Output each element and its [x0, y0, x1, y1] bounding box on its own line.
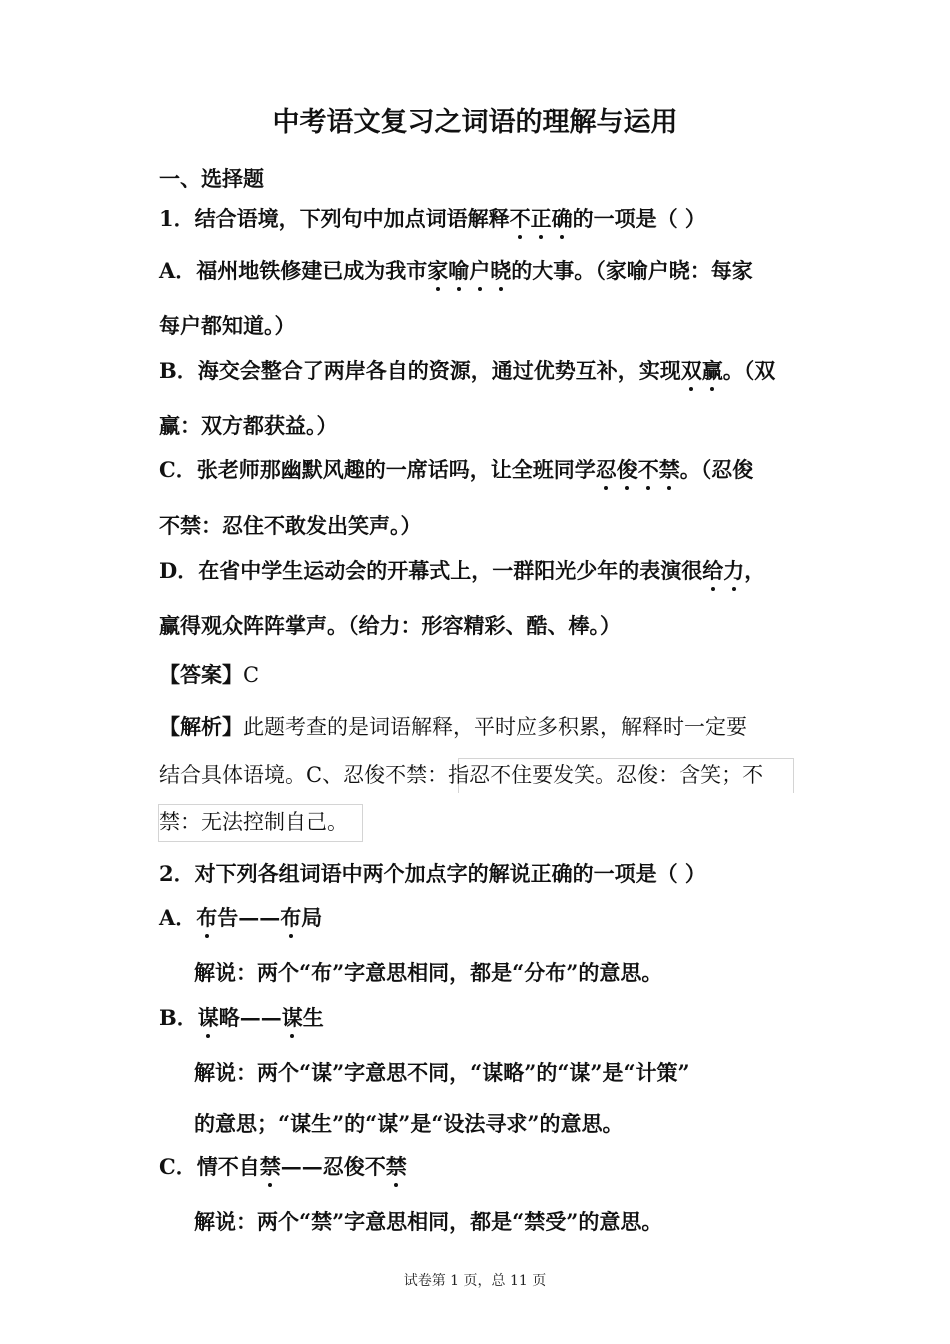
q1-analysis-line2: [159, 760, 763, 790]
page-footer: 试卷第 1 页，总 11 页: [403, 1273, 547, 1289]
q1-analysis-line3: 禁：无法控制自己。: [159, 810, 348, 834]
option-text: 局: [301, 905, 323, 930]
option-text: B．海交会整合了两岸各自的资源，通过优势互补，实现: [159, 358, 681, 383]
emphasis-char: 户: [469, 256, 490, 286]
analysis-boxed-text: 指忍不住要发笑。忍俊：含笑；不: [448, 763, 764, 787]
option-text: 。（双: [722, 358, 776, 383]
option-text: 。（忍俊: [679, 457, 754, 482]
emphasis-char: 谋: [198, 1003, 219, 1033]
q1-option-a: [159, 256, 753, 286]
emphasis-char: 布: [280, 903, 301, 933]
option-text: 情不自: [196, 1154, 260, 1179]
option-text: ——忍俊不: [280, 1154, 386, 1179]
q1-stem-text: 1．结合语境，下列句中加点词语解释: [159, 206, 510, 231]
q1-option-d: [159, 556, 765, 586]
emphasis-char: 晓: [490, 256, 511, 286]
emphasis-char: 禁: [659, 455, 680, 485]
q1-answer: [159, 660, 259, 690]
emphasis-char: 谋: [282, 1003, 303, 1033]
option-label: A．: [159, 905, 197, 930]
q1-option-c: [159, 455, 753, 485]
emphasis-char: 布: [196, 903, 217, 933]
emphasis-char: 禁: [260, 1152, 281, 1182]
emphasis-char: 赢: [702, 356, 723, 386]
emphasis-char: 俊: [617, 455, 638, 485]
q2-stem: 2．对下列各组词语中两个加点字的解说正确的一项是（ ）: [159, 861, 706, 886]
emphasis-char: 忍: [596, 455, 617, 485]
q1-option-a-line2: 每户都知道。）: [159, 313, 296, 338]
q1-option-d-line2: 赢得观众阵阵掌声。（给力：形容精彩、酷、棒。）: [159, 613, 621, 638]
q2-option-b-explanation-line2: 的意思；“谋生”的“谋”是“设法寻求”的意思。: [194, 1111, 624, 1136]
analysis-text: 结合具体语境。C、忍俊不禁：: [159, 763, 449, 787]
option-text: 生: [302, 1005, 324, 1030]
q1-option-b-line2: 赢：双方都获益。）: [159, 413, 338, 438]
option-text: ，: [744, 558, 766, 583]
emphasis-char: 不: [510, 204, 531, 234]
option-label: C．: [159, 1154, 197, 1179]
q1-stem: [159, 204, 706, 234]
q1-analysis-line1: [159, 712, 747, 742]
emphasis-char: 家: [427, 256, 448, 286]
analysis-text: 此题考查的是词语解释，平时应多积累，解释时一定要: [243, 715, 747, 739]
option-text: 略——: [218, 1005, 282, 1030]
emphasis-char: 力: [723, 556, 744, 586]
q2-option-a-explanation: 解说：两个“布”字意思相同，都是“分布”的意思。: [194, 960, 663, 985]
analysis-label: 【解析】: [159, 714, 243, 739]
emphasis-char: 禁: [386, 1152, 407, 1182]
emphasis-char: 不: [638, 455, 659, 485]
option-text: C．张老师那幽默风趣的一席话吗，让全班同学: [159, 457, 596, 482]
q1-option-c-line2: 不禁：忍住不敢发出笑声。）: [159, 513, 422, 538]
q1-stem-tail: 的一项是（ ）: [572, 206, 706, 231]
option-text: 的大事。（家喻户晓：每家: [511, 258, 753, 283]
q2-option-c: [159, 1152, 407, 1182]
option-text: D．在省中学生运动会的开幕式上，一群阳光少年的表演很: [159, 558, 703, 583]
option-text: A．福州地铁修建已成为我市: [159, 258, 428, 283]
q2-option-b-explanation-line1: 解说：两个“谋”字意思不同，“谋略”的“谋”是“计策”: [194, 1060, 690, 1085]
option-text: 告——: [217, 905, 281, 930]
q2-option-a: [159, 903, 322, 933]
q1-option-b: [159, 356, 775, 386]
answer-value: C: [243, 663, 260, 687]
emphasis-char: 正: [531, 204, 552, 234]
emphasis-char: 喻: [448, 256, 469, 286]
q2-option-c-explanation: 解说：两个“禁”字意思相同，都是“禁受”的意思。: [194, 1209, 663, 1234]
section-heading: 一、选择题: [159, 166, 264, 191]
q2-option-b: [159, 1003, 324, 1033]
answer-label: 【答案】: [159, 662, 243, 687]
emphasis-char: 确: [552, 204, 573, 234]
emphasis-char: 双: [681, 356, 702, 386]
page-title: 中考语文复习之词语的理解与运用: [272, 107, 678, 138]
emphasis-char: 给: [702, 556, 723, 586]
option-label: B．: [159, 1005, 198, 1030]
